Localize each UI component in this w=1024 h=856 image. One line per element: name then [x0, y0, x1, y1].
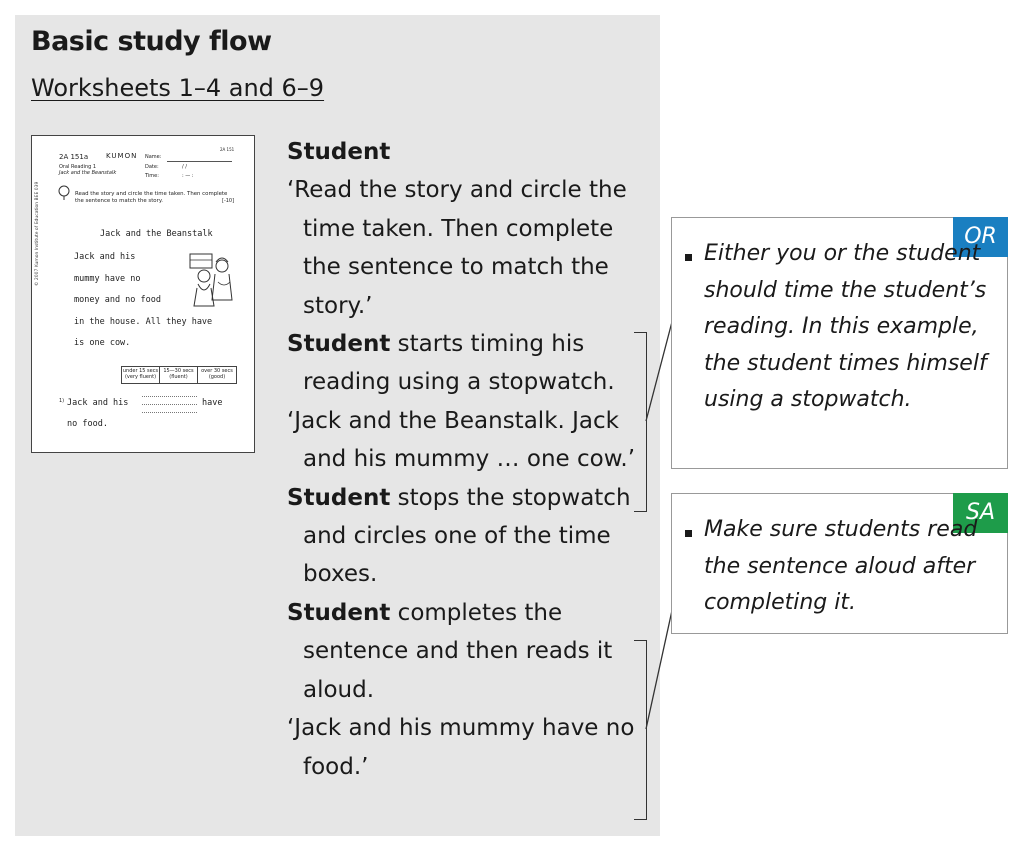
worksheet-brand-logo: KUMON: [106, 152, 138, 160]
step-actor: Student: [287, 599, 391, 626]
step-actor: Student: [287, 139, 391, 165]
worksheet-copyright: © 2007 Kumon Institute of Education BEE 039: [35, 181, 40, 286]
worksheet-story-line: mummy have no: [74, 274, 141, 284]
worksheet-page-id: 2A 151: [220, 147, 235, 152]
worksheet-story-title-small: Jack and the Beanstalk: [59, 170, 117, 176]
step-text: stops the stopwatch and circles one of the time boxes.: [303, 484, 631, 588]
worksheet-story-line: Jack and his: [74, 252, 136, 262]
worksheet-range: Worksheets 1–4 and 6–9: [31, 74, 325, 102]
worksheet-section: Oral Reading 1: [59, 164, 97, 170]
worksheet-time-box: under 15 secs (very fluent): [122, 367, 160, 383]
worksheet-story-title: Jack and the Beanstalk: [100, 229, 213, 239]
worksheet-time-box: over 30 secs (good): [201, 368, 233, 380]
note-text-or: Either you or the student should time the student’s reading. In this example, the student times himself using a stopwatch.: [704, 241, 987, 413]
step-quote: ‘Read the story and circle the time taken. Then complete the sentence to match the story.’: [287, 177, 627, 319]
step-actor: Student: [287, 484, 391, 511]
worksheet-story-line: money and no food: [74, 295, 161, 305]
worksheet-name-label: Name:: [145, 154, 162, 160]
worksheet-time-label: Time:: [145, 173, 159, 179]
note-box-or: [671, 217, 1008, 469]
worksheet-date-label: Date:: [145, 164, 159, 170]
worksheet-time-marks: : — :: [182, 173, 194, 179]
worksheet-date-marks: / /: [182, 164, 187, 170]
bullet-icon: [685, 530, 692, 537]
worksheet-question-start: Jack and his: [67, 398, 129, 408]
worksheet-time-box: 15—30 secs (fluent): [160, 367, 198, 383]
worksheet-code: 2A 151a: [59, 153, 89, 161]
badge-or: OR: [953, 217, 1008, 257]
step-quote: ‘Jack and his mummy have no food.’: [287, 715, 635, 780]
section-heading: Basic study flow: [31, 26, 272, 57]
worksheet-instruction: Read the story and circle the time taken. Then complete the sentence to match the story.: [75, 191, 228, 204]
worksheet-question-number: 1): [59, 398, 65, 404]
step-text: starts timing his reading using a stopwatch.: [303, 331, 615, 396]
note-box-sa: [671, 493, 1008, 634]
badge-sa: SA: [953, 493, 1008, 533]
note-text-sa: Make sure students read the sentence aloud after completing it.: [704, 517, 978, 616]
worksheet-score: [-10]: [222, 198, 235, 204]
bullet-icon: [685, 254, 692, 261]
step-quote: ‘Jack and the Beanstalk. Jack and his mummy … one cow.’: [287, 407, 636, 473]
worksheet-story-line: in the house. All they have: [74, 317, 213, 327]
worksheet-question-end: have: [202, 398, 223, 408]
worksheet-story-line: is one cow.: [74, 338, 131, 348]
step-text: completes the sentence and then reads it aloud.: [303, 599, 613, 703]
worksheet-question-line2: no food.: [67, 419, 108, 429]
step-actor: Student: [287, 331, 391, 358]
